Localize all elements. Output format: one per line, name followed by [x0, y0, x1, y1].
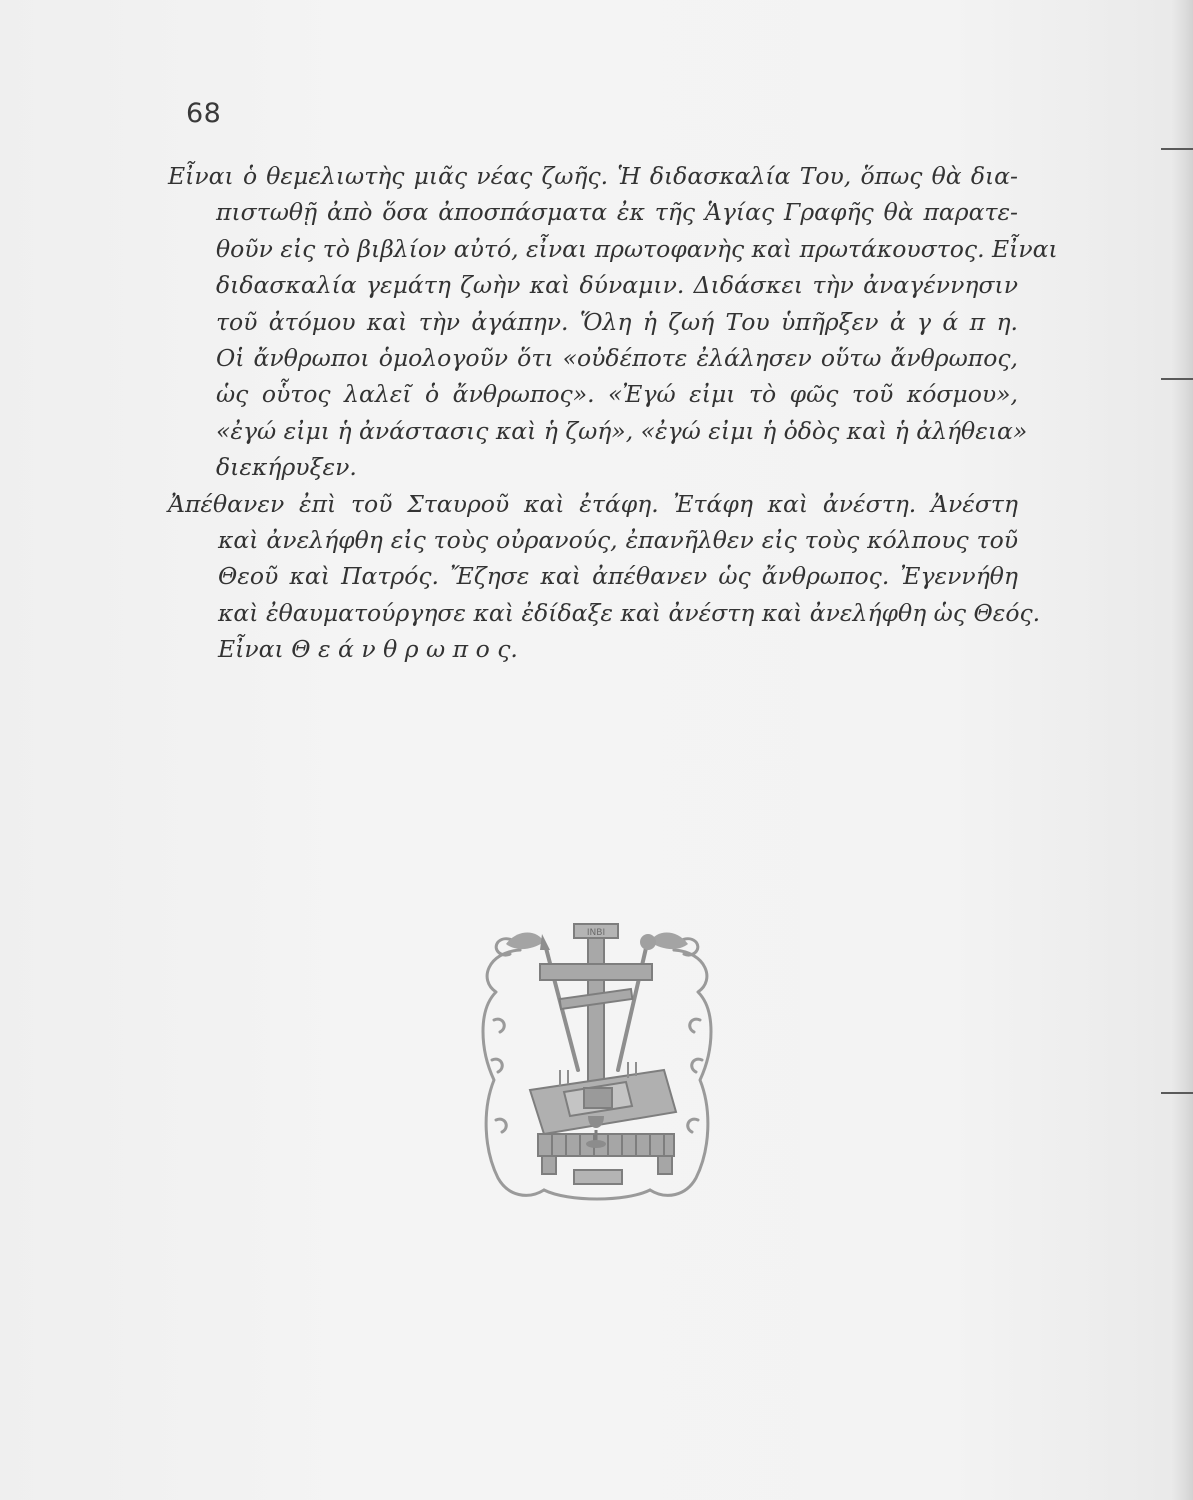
text-line: διδασκαλία γεμάτη ζωὴν καὶ δύναμιν. Διδάσκει τὴν ἀναγέννησιν: [216, 271, 1018, 300]
binding-mark: [1161, 1092, 1193, 1094]
text-line: Οἱ ἄνθρωποι ὁμολογοῦν ὅτι «οὐδέποτε ἐλάλησεν οὕτω ἄνθρωπος,: [216, 343, 1018, 372]
text-line: Ἀπέθανεν ἐπὶ τοῦ Σταυροῦ καὶ ἐτάφη. Ἐτάφη καὶ ἀνέστη. Ἀνέστη: [168, 489, 1018, 518]
text-line: τοῦ ἀτόμου καὶ τὴν ἀγάπην. Ὅλη ἡ ζωή Του ὑπῆρξεν ἀ γ ά π η.: [216, 307, 1018, 336]
page-number: 68: [186, 98, 222, 129]
text-line: ὡς οὗτος λαλεῖ ὁ ἄνθρωπος». «Ἐγώ εἰμι τὸ φῶς τοῦ κόσμου»,: [216, 380, 1018, 409]
text-line: καὶ ἐθαυματούργησε καὶ ἐδίδαξε καὶ ἀνέστη καὶ ἀνελήφθη ὡς Θεός.: [218, 598, 1041, 627]
plaque-text: ΙΝΒΙ: [586, 928, 606, 938]
text-line: «ἐγώ εἰμι ἡ ἀνάστασις καὶ ἡ ζωή», «ἐγώ εἰμι ἡ ὁδὸς καὶ ἡ ἀλήθεια»: [216, 416, 1028, 445]
binding-mark: [1161, 378, 1193, 380]
page-spine-shadow: [1171, 0, 1193, 1500]
cross-altar-ornament-icon: [468, 920, 726, 1206]
text-line: Θεοῦ καὶ Πατρός. Ἔζησε καὶ ἀπέθανεν ὡς ἄνθρωπος. Ἐγεννήθη: [218, 562, 1018, 591]
text-line: διεκήρυξεν.: [216, 453, 357, 482]
text-line: Εἶναι ὁ θεμελιωτὴς μιᾶς νέας ζωῆς. Ἡ διδασκαλία Του, ὅπως θὰ δια-: [168, 162, 1018, 190]
text-line: Εἶναι Θ ε ά ν θ ρ ω π ο ς.: [218, 635, 518, 664]
text-line: πιστωθῇ ἀπὸ ὅσα ἀποσπάσματα ἐκ τῆς Ἁγίας Γραφῆς θὰ παρατε-: [216, 198, 1018, 227]
binding-mark: [1161, 148, 1193, 150]
body-text: [168, 158, 1058, 667]
text-line: καὶ ἀνελήφθη εἰς τοὺς οὐρανούς, ἐπανῆλθεν εἰς τοὺς κόλπους τοῦ: [218, 525, 1018, 554]
text-line: θοῦν εἰς τὸ βιβλίον αὐτό, εἶναι πρωτοφανὴς καὶ πρωτάκουστος. Εἶναι: [216, 234, 1058, 263]
